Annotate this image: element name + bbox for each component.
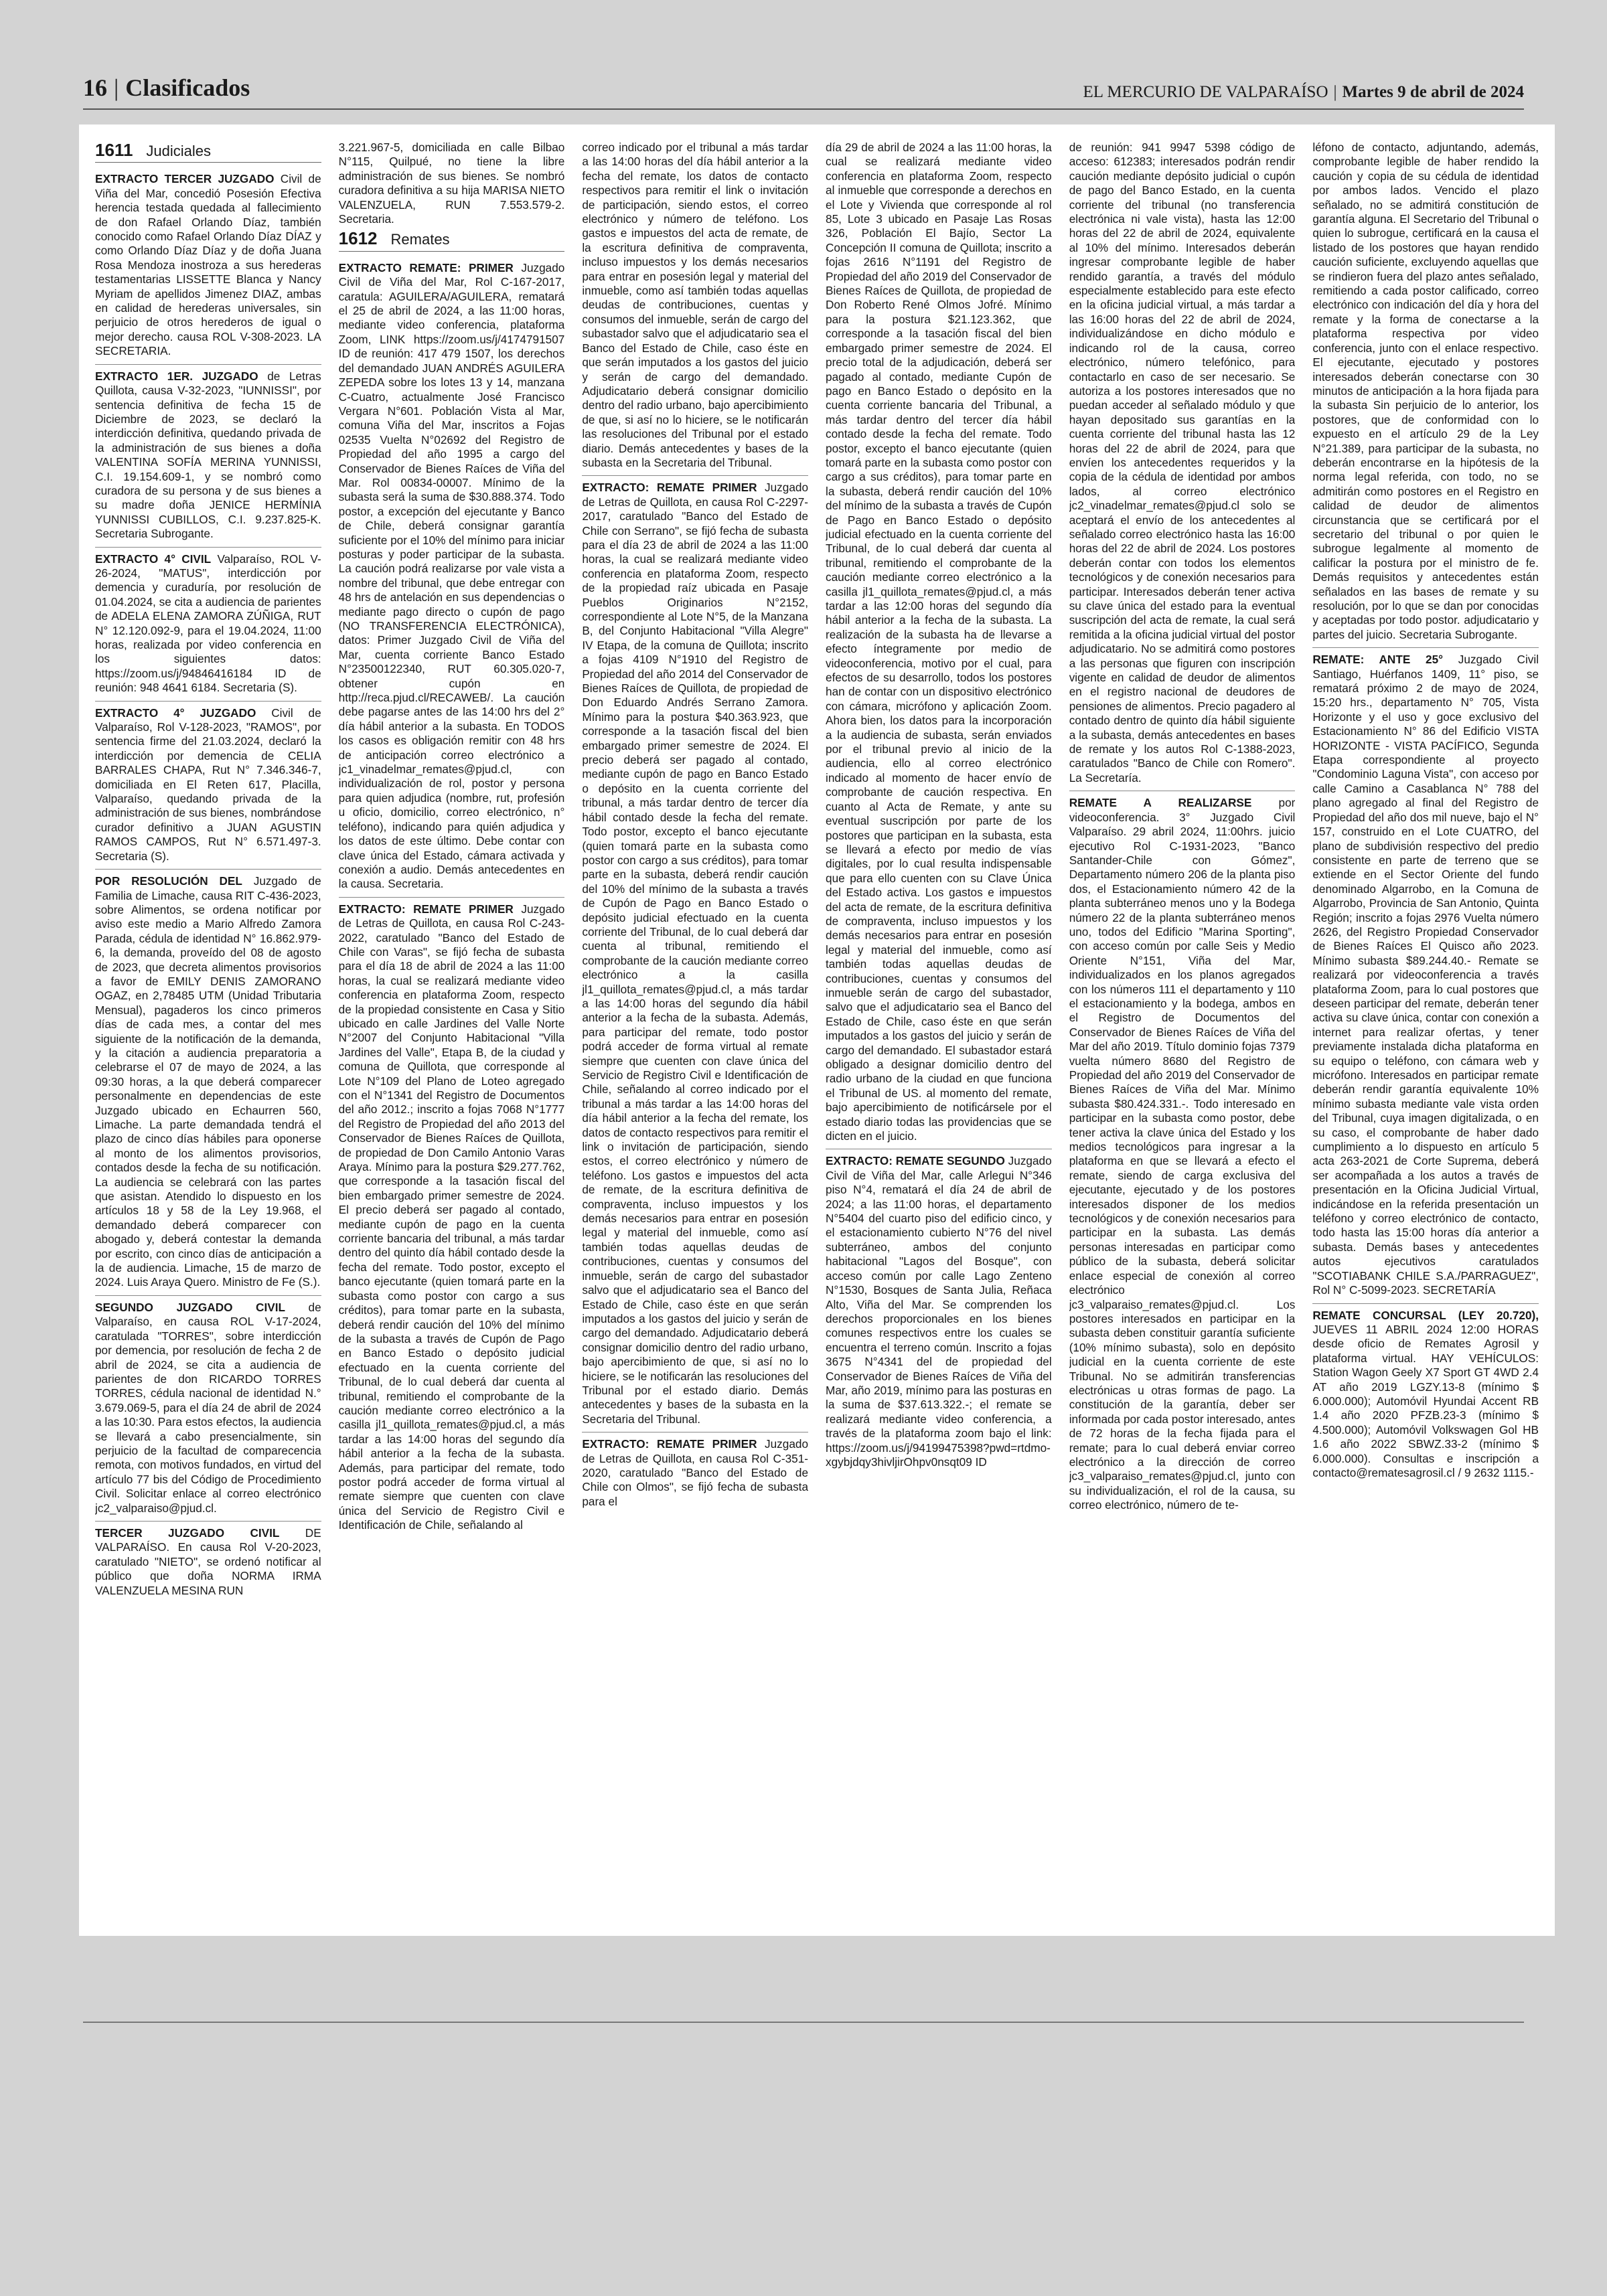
notice-lead: EXTRACTO: REMATE PRIMER — [338, 902, 514, 916]
notice — [826, 1149, 1052, 1469]
notice — [95, 1521, 321, 1598]
issue-date: Martes 9 de abril de 2024 — [1342, 83, 1524, 101]
notice — [582, 141, 808, 470]
notice — [95, 869, 321, 1290]
notice-text: DE VALPARAÍSO. En causa Rol V-20-2023, caratulado "NIETO", se ordenó notificar al público que doña NORMA IRMA VALENZUELA MESINA RUN — [95, 1526, 321, 1597]
date-separator: | — [1333, 83, 1337, 101]
notice — [339, 897, 565, 1533]
notice — [582, 1432, 808, 1509]
notice-lead: REMATE A REALIZARSE — [1069, 796, 1252, 810]
notice-text: Juzgado de Familia de Limache, causa RIT C-436-2023, sobre Alimentos, se ordena notificar por aviso este medio a Mario Alfredo Zamora Parada, cédula de identidad N° 16.862.979-6, la demanda, proveído del 08 de agosto de 2023, que decreta alimentos provisorios a favor de EMILY DENIS ZAMORANO OGAZ, en 2,78485 UTM (Unidad Tributaria Mensual), pagaderos los cinco primeros días de cada mes, a contar del mes siguiente de la notificación de la demanda, y la citación a audiencia preparatoria a celebrarse el 07 de mayo de 2024, a las 09:30 horas, a la que deberá comparecer personalmente en dependencias de este Juzgado ubicado en Echaurren 560, Limache. La parte demandada tendrá el plazo de cinco días hábiles para oponerse al monto de los alimentos provisorios, contados desde la fecha de su notificación. La audiencia se celebrará con las partes que asistan. Atendido lo dispuesto en los artículos 18 y 58 de la Ley 19.968, el demandado deberá comparecer con abogado y, deberá contestar la demanda por escrito, con cinco días de anticipación a la de audiencia. Limache, 15 de marzo de 2024. Luis Araya Quero. Ministro de Fe (S.). — [95, 874, 321, 1289]
notice — [95, 364, 321, 542]
newspaper-name: EL MERCURIO DE VALPARAÍSO — [1083, 83, 1328, 101]
notice-text: léfono de contacto, adjuntando, además, comprobante legible de haber rendido la caución y copia de su cédula de identidad por ambos lados. Vencido el plazo señalado, no se admitirá constitución de garantía alguna. El Secretario del Tribunal o quien lo subrogue, certificará en la causa el listado de los postores que hayan rendido caución suficiente, excluyendo aquellas que se rindieron fuera del plazo antes señalado, remitiendo a cada postor calificado, correo electrónico con indicación del día y hora del remate y la forma de conectarse a la plataforma respectiva por video conferencia, junto con el enlace respectivo. El ejecutante, ejecutado y postores interesados deberán conectarse con 30 minutos de anticipación a la hora fijada para la subasta Sin perjuicio de lo anterior, los postores, que de conformidad con lo expuesto en el artículo 29 de la Ley N°21.389, para participar de la subasta, no deberán encontrarse en la hipótesis de la norma legal referida, con todo, no se admitirán como postores en el Registro en calidad de deudor de alimentos circunstancia que se certificará por el secretario del tribunal o por quien le subrogue legalmente al momento de calificar la postura por el ministro de fe. Demás requisitos y antecedentes están señalados en las bases de remate y su resolución, por lo que se dan por conocidas y aceptadas por todo postor. adjudicatario y partes del juicio. Secretaria Subrogante. — [1312, 141, 1539, 641]
column-1 — [95, 141, 321, 1922]
notice-lead: TERCER JUZGADO CIVIL — [95, 1526, 280, 1540]
header-right — [1083, 83, 1524, 102]
section-title: Clasificados — [125, 74, 250, 101]
notice — [1312, 1303, 1539, 1481]
notice — [582, 475, 808, 1426]
notice-lead: EXTRACTO TERCER JUZGADO — [95, 172, 275, 186]
notice — [95, 701, 321, 864]
notice — [95, 1295, 321, 1515]
page-number: 16 — [83, 74, 107, 101]
header-separator: | — [114, 74, 119, 101]
category-name: Judiciales — [146, 143, 212, 159]
notice — [95, 172, 321, 358]
column-6 — [1312, 141, 1539, 1922]
column-4 — [826, 141, 1052, 1922]
notice-text: Juzgado de Letras de Quillota, en causa Rol C-351-2020, caratulado "Banco del Estado de Chile con Olmos", se fijó fecha de subasta para el — [582, 1437, 809, 1508]
category-number: 1612 — [338, 228, 378, 249]
category-heading-judiciales — [95, 143, 321, 163]
notice-text: de Valparaíso, en causa ROL V-17-2024, caratulada "TORRES", sobre interdicción por demencia, por resolución de fecha 2 de abril de 2024, se cita a audiencia de parientes de don RICARDO TORRES TORRES, cédula nacional de identidad N.° 3.679.069-5, para el día 24 de abril de 2024 a las 10:30. Para estos efectos, la audiencia se llevará a cabo presencialmente, sin perjuicio de la facultad de comparecencia remota, con motivos fundados, en virtud del artículo 77 bis del Código de Procedimiento Civil. Solicitar enlace al correo electrónico jc2_valparaiso@pjud.cl. — [95, 1300, 321, 1515]
notice-text: Juzgado de Letras de Quillota, en causa Rol C-2297-2017, caratulado "Banco del Estado de Chile con Serrano", se fijó fecha de subasta para el día 23 de abril de 2024 a las 11:00 horas, la cual se realizará mediante video conferencia en plataforma Zoom, respecto de la propiedad raíz ubicada en Pasaje Pueblos Originarios N°2152, correspondiente al Lote N°5, de la Manzana B, del Conjunto Habitacional "Villa Alegre" IV Etapa, de la comuna de Quillota; inscrito a fojas 4109 N°1910 del Registro de Propiedad del año 2014 del Conservador de Bienes Raíces de Quillota, de propiedad de Don Eduardo Andrés Serrano Zamora. Mínimo para la postura $40.363.923, que corresponde a la tasación fiscal del bien embargado primer semestre de 2024. El precio deberá ser pagado al contado, mediante cupón de pago en Banco Estado o depósito en la cuenta corriente del tribunal, a más tardar dentro de tercer día hábil contado desde la fecha del remate. Todo postor, excepto el banco ejecutante (quien tomará parte en la subasta como postor con cargo a sus créditos), para tomar parte en la subasta, deberá rendir caución del 10% del mínimo de la subasta a través de Cupón de Pago en Banco Estado o depósito judicial efectuado en la cuenta corriente del Tribunal, de lo cual deberá dar cuenta al tribunal, remitiendo el comprobante de la caución mediante correo electrónico a la casilla jl1_quillota_remates@pjud.cl, a más tardar a las 14:00 horas del segundo día hábil anterior a la fecha de la subasta. Además, para participar del remate, todo postor podrá acceder de forma virtual al remate siempre que cuenten con clave única del Servicio de Registro Civil e Identificación de Chile, señalando al correo indicado por el tribunal a más tardar a las 14:00 horas del día hábil anterior a la fecha del remate, los datos de contacto respectivos para remitir el link o invitación de participación, siendo estos, el correo electrónico y número de teléfono. Los gastos e impuestos del acta de remate, de la escritura definitiva de compraventa, incluso impuestos y los demás necesarios para entrar en posesión legal y material del inmueble, como así también todas aquellas deudas de contribuciones, cuentas y consumos del inmueble, serán de cargo del subastador salvo que el adjudicatario sea el Banco del Estado de Chile, caso éste en que serán imputados a los gastos del juicio y serán de cargo del demandado. Adjudicatario deberá consignar domicilio dentro del radio urbano, bajo apercibimiento de que, si así no lo hiciere, se le notificarán las resoluciones del Tribunal por el estado diario. Demás antecedentes y bases de la subasta en la Secretaria del Tribunal. — [582, 481, 809, 1426]
notice — [95, 547, 321, 695]
column-3 — [582, 141, 808, 1922]
notice-lead: EXTRACTO: REMATE PRIMER — [582, 1437, 757, 1451]
page-header — [83, 64, 1524, 102]
notice-lead: REMATE: ANTE 25° — [1312, 653, 1444, 667]
notice-text: por videoconferencia. 3° Juzgado Civil Valparaíso. 29 abril 2024, 11:00hrs. juicio ejecutivo Rol C-1931-2023, "Banco Santander-Chile con Gómez", Departamento número 206 de la planta piso dos, el Estacionamiento número 42 de la planta subterráneo menos uno y la Bodega número 22 de la planta subterráneo menos uno, todos del Edificio "Marina Sporting", con acceso común por calle Seis y Medio Oriente N°151, Viña del Mar, individualizados en los planos agregados con los números 111 el departamento y 110 el estacionamiento y la bodega, ambos en el Registro de Documentos del Conservador de Bienes Raíces de Viña del Mar del año 2019. Título dominio fojas 7379 vuelta número 8680 del Registro de Propiedad del año 2019 del Conservador de Bienes Raíces de Viña del Mar. Mínimo subasta $80.424.331.-. Todo interesado en participar en la subasta como postor, debe tener activa la clave única del Estado y los medios tecnológicos para ingresar a la plataforma en que se llevará a efecto el remate, siendo de carga exclusiva del ejecutante, ejecutado y de los postores interesados disponer de los medios tecnológicos y de conexión necesarios para participar en la subasta. Las demás personas interesadas en participar como público de la subasta, deberá solicitar enlace especial de conexión al correo electrónico jc3_valparaiso_remates@pjud.cl. Los postores interesados en participar en la subasta deben constituir garantía suficiente (10% mínimo subasta), solo en depósito judicial en la cuenta corriente de este Tribunal. No se admitirán transferencias electrónicas u otras formas de pago. La constitución de la garantía, deber ser informada por cada postor interesado, antes de 72 horas de la fecha fijada para el remate; para lo cual deberá enviar correo electrónico a la dirección de correo jc3_valparaiso_remates@pjud.cl, junto con su individualización, el rol de la causa, su correo electrónico, número de te- — [1069, 796, 1296, 1512]
footer-rule — [83, 2022, 1524, 2023]
category-heading-remates — [338, 228, 565, 251]
notice-text: Civil de Valparaíso, Rol V-128-2023, "RAMOS", por sentencia firme del 21.03.2024, declaró la interdicción por demencia de CELIA BARRALES CHAPA, Rut N° 7.346.346-7, domiciliada en El Reten 617, Placilla, Valparaíso, quedando privada de la administración de sus bienes, nombrándose curador definitivo a JUAN AGUSTIN RAMOS CAMPOS, Rut N° 6.571.497-3. Secretaria (S). — [95, 706, 321, 863]
notice-text: correo indicado por el tribunal a más tardar a las 14:00 horas del día hábil anterior a la fecha del remate, los datos de contacto respectivos para remitir el link o invitación de participación, siendo estos, el correo electrónico y número de teléfono. Los gastos e impuestos del acta de remate, de la escritura definitiva de compraventa, incluso impuestos y los demás necesarios para entrar en posesión legal y material del inmueble, como así también todas aquellas deudas de contribuciones, cuentas y consumos del inmueble, serán de cargo del subastador salvo que el adjudicatario sea el Banco del Estado de Chile, caso éste en que serán imputados a los gastos del juicio y serán de cargo del demandado. Adjudicatario deberá consignar domicilio dentro del radio urbano, bajo apercibimiento de que, si así no lo hiciere, se le notificarán las resoluciones del Tribunal por el estado diario. Demás antecedentes y bases de la subasta en la Secretaria del Tribunal. — [582, 141, 809, 469]
notice-text: día 29 de abril de 2024 a las 11:00 horas, la cual se realizará mediante video conferencia en plataforma Zoom, respecto al inmueble que corresponde a derechos en el Lote y Vivienda que corresponde al rol 85, Lote 3 ubicado en Pasaje Las Rosas 326, Población El Bajío, Sector La Concepción II comuna de Quillota; inscrito a fojas 2616 N°1191 del Registro de Propiedad del año 2019 del Conservador de Bienes Raíces de Quillota, de propiedad de Don Roberto René Olmos Jofré. Mínimo para la postura $21.123.362, que corresponde a la tasación fiscal del bien embargado primer semestre de 2024. El precio total de la adjudicación, deberá ser pagado al contado, mediante Cupón de pago en Banco Estado o depósito en la cuenta corriente bancaria del Tribunal, a más tardar dentro del tercer día hábil contado desde la fecha del remate. Todo postor, excepto el banco ejecutante (quien tomará parte en la subasta como postor con cargo a sus créditos), para tomar parte en la subasta, deberá rendir caución del 10% del mínimo de la subasta a través de Cupón de Pago en Banco Estado o depósito judicial efectuado en la cuenta corriente del Tribunal, de lo cual deberá dar cuenta al tribunal, remitiendo el comprobante de la caución mediante correo electrónico a la casilla jl1_quillota_remates@pjud.cl, a más tardar a las 12:00 horas del segundo día hábil anterior a la fecha de la subasta. La realización de la subasta ha de llevarse a efecto íntegramente por medio de videoconferencia, motivo por el cual, para efectos de su desarrollo, todos los postores han de contar con un dispositivo electrónico con cámara, micrófono y aplicación Zoom. Ahora bien, los datos para la incorporación a la audiencia de subasta, serán enviados por el tribunal previo al inicio de la audiencia, ello al correo electrónico indicado al momento de hacer envío de comprobante de caución respectiva. En cuanto al Acta de Remate, y ante su eventual suscripción por parte de los postores que participan en la subasta, esta se llevará a efecto por medio de vías digitales, por lo cual resulta indispensable que para ello cuenten con su Clave Única del Estado activa. Los gastos e impuestos del acta de remate, de la escritura definitiva de compraventa, incluso impuestos y los demás necesarios para entrar en posesión legal y material del inmueble, como así también todas aquellas deudas de contribuciones, cuentas y consumos del inmueble serán de cargo del subastador, salvo que el adjudicatario sea el Banco del Estado de Chile, caso éste en que serán imputados a los gastos del juicio y serán de cargo del demandado. El subastador estará obligado a designar domicilio dentro del radio urbano de la ciudad en que funciona el Tribunal de US. al momento del remate, bajo apercibimiento de notificársele por el estado diario todas las providencias que se dicten en el juicio. — [826, 141, 1052, 1143]
notice-text: Juzgado Civil Santiago, Huérfanos 1409, 11° piso, se rematará próximo 2 de mayo de 2024, 15:20 hrs., departamento N° 705, Vista Horizonte y el uso y goce exclusivo del Estacionamiento N° 86 del Edificio VISTA HORIZONTE - VISTA PACÍFICO, Segunda Etapa correspondiente al proyecto "Condominio Laguna Vista", con acceso por calle Camino a Casablanca N° 788 del plano agregado al final del Registro de Propiedad del año dos mil nueve, bajo el N° 157, construido en el Lote CUATRO, del plano de subdivisión respectivo del predio consistente en parte de terreno que se extiende en el Sector Oriente del fundo denominado Algarrobo, en la Comuna de Algarrobo, Provincia de San Antonio, Quinta Región; inscrito a fojas 2976 Vuelta número 2626, del Registro Propiedad Conservador de Bienes Raíces El Quisco año 2023. Mínimo subasta $89.244.40.- Remate se realizará por videoconferencia a través plataforma Zoom, para lo cual postores que deseen participar del remate, deberán tener activa su clave única, contar con conexión a internet para realizar ofertas, y tener previamente instalada dicha plataforma en su equipo o teléfono, con cámara web y micrófono. Interesados en participar remate deberán rendir garantía equivalente 10% mínimo subasta mediante vale vista orden del Tribunal, cuya imagen digitalizada, o en su caso, el comprobante de haber dado cumplimiento a lo dispuesto en artículo 5 acta 263-2021 de Corte Suprema, deberá ser acompañada a los autos a través de presentación en la Oficina Judicial Virtual, indicándose en la referida presentación un teléfono y correo electrónico de contacto, todo hasta las 15:00 horas día anterior a subasta. Demás bases y antecedentes autos ejecutivos caratulados "SCOTIABANK CHILE S.A./PARRAGUEZ", Rol N° C-5099-2023. SECRETARÍA — [1312, 653, 1539, 1297]
column-5 — [1069, 141, 1296, 1922]
notice-text: JUEVES 11 ABRIL 2024 12:00 HORAS desde oficio de Remates Agrosil y plataforma virtual. HAY VEHÍCULOS: Station Wagon Geely X7 Sport GT 4WD 2.4 AT año 2019 LGZY.13-8 (mínimo $ 6.000.000); Automóvil Hyundai Accent RB 1.4 año 2020 PFZB.23-3 (mínimo $ 4.500.000); Automóvil Volkswagen Gol HB 1.6 año 2022 SBWZ.33-2 (mínimo $ 6.000.000). Consultas e inscripción a contacto@rematesagrosil.cl / 9 2632 1115.- — [1312, 1322, 1539, 1479]
notice-text: Civil de Viña del Mar, concedió Posesión Efectiva herencia testada quedada al fallecimiento de don Rafael Orlando Díaz, también conocido como Rafael Orlando Díaz DÍAZ y como Orlando Díaz Díaz y de doña Juana Rosa Mendoza inostroza a sus herederas testamentarias LISSETTE Blanca y Nancy Myriam de apellidos Jimenez DIAZ, ambas en calidad de herederas universales, sin perjuicio de otros herederos de igual o mejor derecho. causa ROL V-308-2023. LA SECRETARIA. — [95, 172, 321, 358]
notice-text: 3.221.967-5, domiciliada en calle Bilbao N°115, Quilpué, no tiene la libre administración de sus bienes. Se nombró curadora definitiva a su hija MARISA NIETO VALENZUELA, RUN 7.553.579-2. Secretaria. — [338, 141, 565, 226]
notice-lead: EXTRACTO 4° CIVIL — [95, 552, 212, 566]
notice-lead: POR RESOLUCIÓN DEL — [95, 874, 242, 888]
notice-lead: EXTRACTO 1ER. JUZGADO — [95, 369, 258, 383]
category-number: 1611 — [95, 141, 133, 160]
header-left — [83, 74, 250, 102]
notice-lead: SEGUNDO JUZGADO CIVIL — [95, 1300, 285, 1314]
category-name: Remates — [390, 231, 450, 248]
notice — [826, 141, 1052, 1143]
column-2 — [339, 141, 565, 1922]
notice-lead: EXTRACTO 4° JUZGADO — [95, 706, 256, 720]
notice — [1069, 791, 1296, 1512]
notice-text: Juzgado Civil de Viña del Mar, calle Arlegui N°346 piso N°4, rematará el día 24 de abril de 2024; a las 11:00 horas, el departamento N°5404 del cuarto piso del edificio cinco, y el estacionamiento cubierto N°76 del nivel subterráneo, ambos del conjunto habitacional "Lagos del Bosque", con acceso común por calle Lago Zenteno N°1530, Bosques de Santa Julia, Reñaca Alto, Viña del Mar. Se comprenden los derechos proporcionales en los bienes comunes respectivos entre los cuales se encuentra el terreno común. Inscrito a fojas 3675 N°4341 del de propiedad del Conservador de Bienes Raíces de Viña del Mar, año 2019, mínimo para las posturas en la suma de $37.613.322.-; el remate se realizará mediante video conferencia, a través de la plataforma zoom bajo el link: https://zoom.us/j/94199475398?pwd=rtdmo-xgybjdqy3hivljirOhpv0nsqt09 ID — [826, 1154, 1052, 1469]
notice — [1069, 141, 1296, 785]
header-rule — [83, 108, 1524, 110]
notice — [1312, 141, 1539, 642]
notice-lead: EXTRACTO: REMATE PRIMER — [582, 481, 757, 495]
notice — [339, 141, 565, 226]
notice-text: Valparaíso, ROL V-26-2024, "MATUS", interdicción por demencia y curaduría, por resolución de 01.04.2024, se cita a audiencia de parientes de ADELA ELENA ZAMORA ZÚÑIGA, RUT N° 12.120.092-9, para el 19.04.2024, 11:00 horas, realizada por video conferencia en los siguientes datos: https://zoom.us/j/94846416184 ID de reunión: 948 4641 6184. Secretaria (S). — [95, 552, 321, 695]
notice-text: Juzgado Civil de Viña del Mar, Rol C-167-2017, caratula: AGUILERA/AGUILERA, rematará el 25 de abril de 2024, a las 11:00 horas, mediante video conferencia, plataforma Zoom, LINK https://zoom.us/j/4174791507 ID de reunión: 417 479 1507, los derechos del demandado JUAN ANDRÉS AGUILERA ZEPEDA sobre los lotes 13 y 14, manzana C-Cuatro, actualmente José Francisco Vergara N°601. Población Vista al Mar, comuna Viña del Mar, inscritos a Fojas 02535 Vuelta N°02692 del Registro de Propiedad del año 1995 a cargo del Conservador de Bienes Raíces de Viña del Mar. Rol 00834-00007. Mínimo de la subasta será la suma de $30.888.374. Todo postor, a excepción del ejecutante y Banco de Chile, deberá consignar garantía suficiente por el 10% del mínimo para iniciar posturas y poder participar de la subasta. La caución podrá realizarse por vale vista a nombre del tribunal, que debe entregar con 48 hrs de antelación en sus dependencias o mediante pago directo o cupón de pago (NO TRANSFERENCIA ELECTRÓNICA), datos: Primer Juzgado Civil de Viña del Mar, cuenta corriente Banco Estado N°23500122340, RUT 60.305.020-7, obtener cupón en http://reca.pjud.cl/RECAWEB/. La caución debe pagarse antes de las 14:00 hrs del 2° día hábil anterior a la subasta. En TODOS los casos es obligación remitir con 48 hrs de anticipación correo electrónico a jc1_vinadelmar_remates@pjud.cl, con individualización de rol, postor y persona para quien adjudica (nombre, rut, profesión u oficio, domicilio, correo electrónico, n° teléfono), indicando para quién adjudica y los datos de este último. Debe contar con clave única del Estado, cámara activada y conexión a audio. Demás antecedentes en la causa. Secretaria. — [338, 260, 565, 891]
notice — [1312, 647, 1539, 1297]
classifieds-sheet — [79, 125, 1555, 1936]
notice — [339, 261, 565, 892]
notice-lead: REMATE CONCURSAL (LEY 20.720), — [1312, 1308, 1539, 1322]
notice-text: de reunión: 941 9947 5398 código de acceso: 612383; interesados podrán rendir caución mediante depósito judicial o cupón de pago del Banco Estado, en la cuenta corriente del tribunal (no transferencia electrónica ni vale vista), hasta las 12:00 horas del 22 de abril de 2024, equivalente al 10% del mínimo. Interesados deberán ingresar comprobante legible de haber rendido garantía, a través del módulo especialmente establecido para este efecto en la oficina judicial virtual, a más tardar a las 16:00 horas del 22 de abril de 2024, individualizándose en dicho módulo e indicando rol de la causa, correo electrónico, número telefónico, para contactarlo en caso de ser necesario. Se autoriza a los postores interesados que no puedan acceder al señalado módulo y que hayan depositado sus garantías en la cuenta corriente del tribunal hasta las 12 horas del 22 de abril de 2024, para que envíen los antecedentes requeridos y la copia de la cédula de identidad por ambos lados, al correo electrónico jc2_vinadelmar_remates@pjud.cl solo se aceptará el envío de los antecedentes al señalado correo electrónico hasta las 16:00 horas del 22 de abril de 2024. Los postores deberán contar con todos los elementos tecnológicos y de conexión necesarios para participar. Interesados deberán tener activa su clave única del estado para la eventual suscripción del acta de remate, la cual será remitida a la oficina judicial virtual del postor adjudicatario. No se admitirá como postores a las personas que figuren con inscripción vigente en calidad de deudor de alimentos en el registro nacional de deudores de pensiones de alimentos. Precio pagadero al contado dentro de quinto día hábil siguiente a la subasta, demás antecedentes en bases de remate y los autos Rol C-1388-2023, caratulados "Banco de Chile con Romero". La Secretaría. — [1069, 141, 1296, 785]
notice-text: Juzgado de Letras de Quillota, en causa Rol C-243-2022, caratulado "Banco del Estado de Chile con Varas", se fijó fecha de subasta para el día 18 de abril de 2024 a las 11:00 horas, la cual se realizará mediante video conferencia en plataforma Zoom, respecto de la propiedad consistente en Casa y Sitio ubicado en calle Jardines del Valle Norte N°2007 del Conjunto Habitacional "Villa Jardines del Valle", Etapa B, de la ciudad y comuna de Quillota, que corresponde al Lote N°109 del Plano de Loteo agregado con el N°1341 del Registro de Documentos del año 2012.; inscrito a fojas 7068 N°1777 del Registro de Propiedad del año 2013 del Conservador de Bienes Raíces de Quillota, de propiedad de Don Camilo Antonio Varas Araya. Mínimo para la postura $29.277.762, que corresponde a la tasación fiscal del bien embargado primer semestre de 2024. El precio deberá ser pagado al contado, mediante cupón de pago en la cuenta corriente bancaria del tribunal, a más tardar dentro del quinto día hábil contado desde la fecha del remate. Todo postor, excepto el banco ejecutante (quien tomará parte en la subasta como postor con cargo a sus créditos), para tomar parte en la subasta, deberá rendir caución del 10% del mínimo de la subasta a través de Cupón de Pago en Banco Estado o depósito judicial efectuado en la cuenta corriente del Tribunal, de lo cual deberá dar cuenta al tribunal, remitiendo el comprobante de la caución mediante correo electrónico a la casilla jl1_quillota_remates@pjud.cl, a más tardar a las 14:00 horas del segundo día hábil anterior a la fecha de la subasta. Además, para participar del remate, todo postor podrá acceder de forma virtual al remate siempre que cuenten con clave única del Servicio de Registro Civil e Identificación de Chile, señalando al — [338, 902, 565, 1532]
notice-lead: EXTRACTO REMATE: PRIMER — [338, 260, 514, 274]
notice-lead: EXTRACTO: REMATE SEGUNDO — [826, 1154, 1005, 1168]
notice-text: de Letras Quillota, causa V-32-2023, "IUNNISSI", por sentencia definitiva de fecha 15 de Diciembre de 2023, se declaró la interdicción definitiva, quedando privada de la administración de sus bienes a doña VALENTINA SOFÍA MERINA YUNNISSI, C.I. 19.154.609-1, y se nombró como curadora de su persona y de sus bienes a su madre doña JENICE HERMÍNIA YUNNISSI CUBILLOS, C.I. 9.237.825-K. Secretaria Subrogante. — [95, 369, 321, 541]
